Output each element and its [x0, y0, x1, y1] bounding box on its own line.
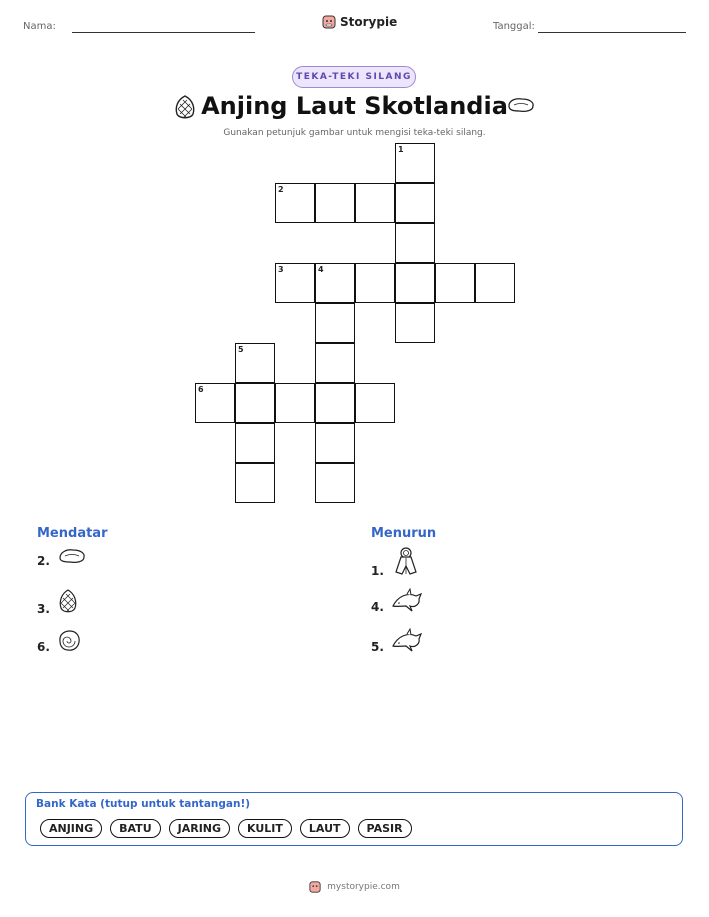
clue-number: 4.	[371, 600, 384, 614]
across-clue-6	[37, 628, 82, 654]
storypie-mascot-icon	[322, 14, 336, 30]
word-bank-item: JARING	[169, 819, 230, 838]
clue-number: 3.	[37, 602, 50, 616]
grid-cell[interactable]	[315, 303, 355, 343]
name-label: Nama:	[23, 21, 56, 32]
word-bank-item: KULIT	[238, 819, 292, 838]
grid-cell[interactable]	[475, 263, 515, 303]
date-field[interactable]	[538, 32, 686, 33]
grid-cell[interactable]	[355, 383, 395, 423]
rock-icon	[56, 546, 88, 568]
across-clue-3	[37, 588, 80, 616]
word-bank-list	[40, 819, 412, 838]
clue-number: 3	[278, 265, 284, 274]
clue-number: 6	[198, 385, 204, 394]
down-clue-5	[371, 626, 424, 654]
dolphin-icon	[390, 626, 424, 654]
across-clue-2	[37, 546, 88, 568]
word-bank-item: PASIR	[358, 819, 412, 838]
down-clue-4	[371, 586, 424, 614]
across-heading: Mendatar	[37, 526, 108, 541]
instructions: Gunakan petunjuk gambar untuk mengisi teka-teki silang.	[223, 128, 486, 138]
grid-cell[interactable]	[275, 383, 315, 423]
word-bank	[25, 792, 683, 846]
grid-cell[interactable]	[315, 263, 355, 303]
clue-number: 1.	[371, 564, 384, 578]
name-field[interactable]	[72, 32, 255, 33]
word-bank-item: ANJING	[40, 819, 102, 838]
grid-cell[interactable]	[395, 223, 435, 263]
grid-cell[interactable]	[235, 383, 275, 423]
rock-icon	[506, 96, 536, 114]
puzzle-type-badge: TEKA-TEKI SILANG	[292, 66, 416, 88]
footer-url: mystorypie.com	[327, 882, 400, 892]
grid-cell[interactable]	[235, 423, 275, 463]
grid-cell[interactable]	[235, 343, 275, 383]
clue-number: 4	[318, 265, 324, 274]
page-title: Anjing Laut Skotlandia	[201, 92, 508, 120]
grid-cell[interactable]	[315, 383, 355, 423]
footer	[0, 880, 709, 894]
date-label: Tanggal:	[493, 21, 535, 32]
storypie-mascot-icon	[309, 880, 321, 894]
fossil-shell-icon	[56, 628, 82, 654]
dolphin-icon	[390, 586, 424, 614]
grid-cell[interactable]	[395, 183, 435, 223]
down-heading: Menurun	[371, 526, 437, 541]
grid-cell[interactable]	[355, 183, 395, 223]
grid-cell[interactable]	[435, 263, 475, 303]
grid-cell[interactable]	[315, 463, 355, 503]
clue-number: 1	[398, 145, 404, 154]
clue-number: 5.	[371, 640, 384, 654]
brand-logo	[322, 14, 397, 30]
grid-cell[interactable]	[195, 383, 235, 423]
grid-cell[interactable]	[315, 423, 355, 463]
grid-cell[interactable]	[395, 143, 435, 183]
brand-name: Storypie	[340, 15, 398, 29]
grid-cell[interactable]	[395, 303, 435, 343]
word-bank-title: Bank Kata (tutup untuk tantangan!)	[36, 798, 251, 810]
grid-cell[interactable]	[235, 463, 275, 503]
clue-number: 2.	[37, 554, 50, 568]
grid-cell[interactable]	[355, 263, 395, 303]
word-bank-item: BATU	[110, 819, 160, 838]
net-icon	[56, 588, 80, 616]
clue-number: 6.	[37, 640, 50, 654]
clue-number: 2	[278, 185, 284, 194]
grid-cell[interactable]	[275, 183, 315, 223]
clue-number: 5	[238, 345, 244, 354]
grid-cell[interactable]	[395, 263, 435, 303]
grid-cell[interactable]	[315, 183, 355, 223]
grid-cell[interactable]	[315, 343, 355, 383]
grid-cell[interactable]	[275, 263, 315, 303]
word-bank-item: LAUT	[300, 819, 350, 838]
parka-coat-icon	[390, 546, 422, 578]
down-clue-1	[371, 546, 422, 578]
